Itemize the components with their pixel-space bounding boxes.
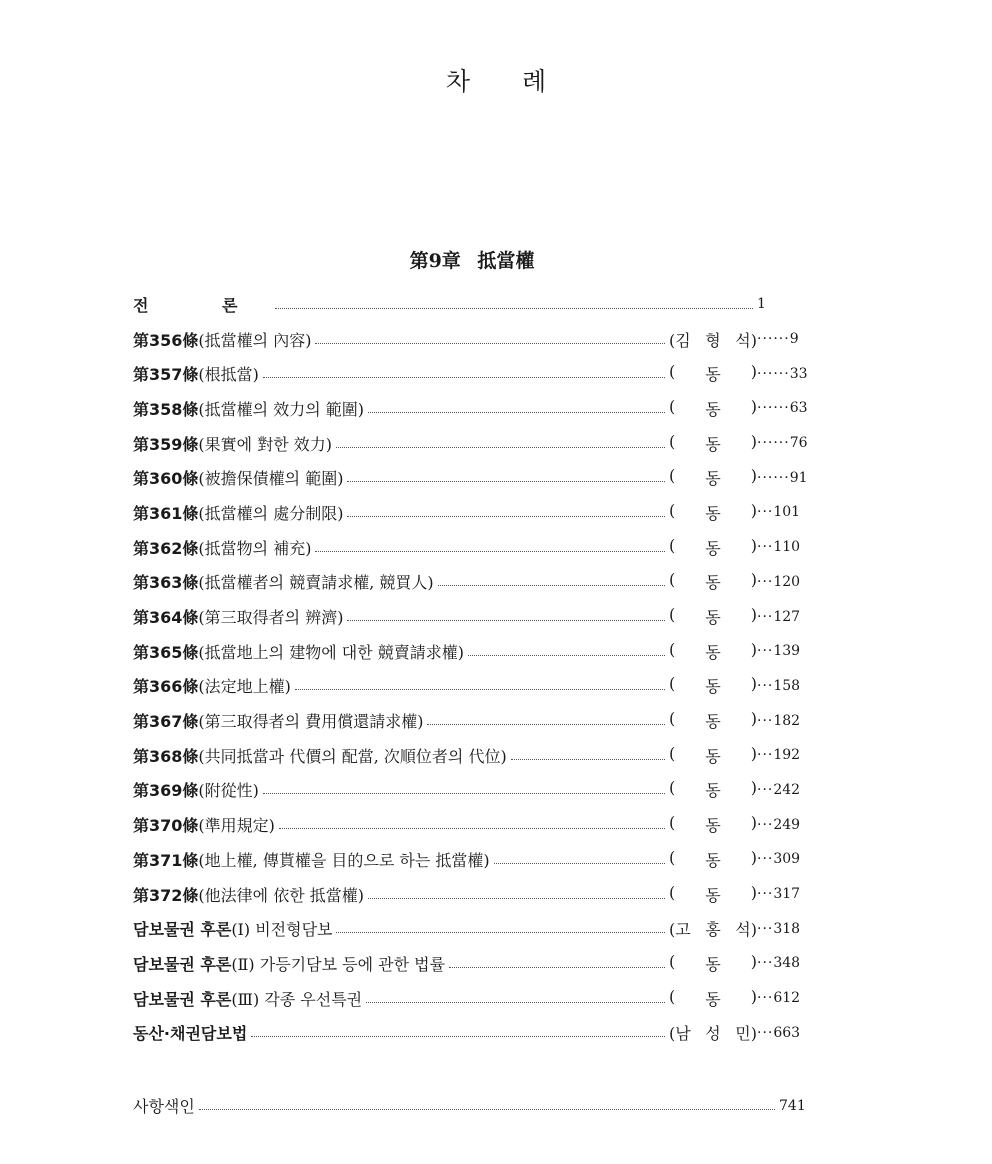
entry-page-number	[757, 435, 809, 451]
entry-label	[133, 744, 507, 767]
author-char: )	[750, 535, 757, 555]
page-number: 33	[789, 365, 808, 382]
entry-subtitle: (抵當權者의 競賣請求權, 競買人)	[198, 573, 434, 593]
toc-entry[interactable]	[133, 703, 809, 738]
author-char: 동	[705, 781, 721, 801]
author-char: (	[669, 500, 676, 520]
toc-entry[interactable]	[133, 599, 809, 634]
author-char: (	[669, 986, 676, 1006]
entry-page-number	[757, 990, 809, 1006]
entry-page-number	[757, 296, 809, 312]
author-char: (	[669, 535, 676, 555]
dot-leader	[366, 1002, 665, 1003]
page-number: 120	[773, 573, 801, 590]
author-char: 동	[705, 434, 721, 454]
entry-author	[669, 917, 757, 940]
entry-page-number	[757, 643, 809, 659]
entry-label	[133, 952, 445, 975]
toc-entry[interactable]	[133, 322, 809, 357]
entry-main: 第363條	[133, 573, 199, 593]
page-number: 249	[773, 816, 801, 833]
entry-main: 第356條	[133, 330, 199, 350]
entry-main: 第357條	[133, 365, 199, 385]
toc-entry[interactable]	[133, 669, 809, 704]
toc-entry[interactable]	[133, 530, 809, 565]
page-leader-dots: ···	[757, 573, 774, 590]
author-char: )	[750, 709, 757, 729]
entry-author	[669, 674, 757, 697]
entry-page-number	[757, 331, 809, 347]
author-char: )	[750, 813, 757, 833]
toc-entry[interactable]	[133, 426, 809, 461]
author-char: (김	[669, 330, 691, 350]
entry-page-number	[757, 366, 809, 382]
entry-page-number	[757, 713, 809, 729]
page-leader-dots: ······	[757, 400, 790, 417]
dot-leader	[368, 898, 665, 899]
entry-main: 第368條	[133, 746, 199, 766]
author-char: 동	[705, 469, 721, 489]
entry-subtitle: (Ⅱ) 가등기담보 등에 관한 법률	[231, 954, 446, 974]
entry-subtitle: (第三取得者의 費用償還請求權)	[198, 712, 424, 732]
toc-entry[interactable]	[133, 356, 809, 391]
author-char: 동	[705, 989, 721, 1009]
page-leader-dots: ···	[757, 851, 774, 868]
author-char: )	[750, 431, 757, 451]
entry-main: 第366條	[133, 677, 199, 697]
author-char: 동	[705, 538, 721, 558]
toc-entry[interactable]	[133, 877, 809, 912]
entry-page-number	[757, 782, 809, 798]
page-number: 91	[789, 469, 808, 486]
entry-page-number	[757, 539, 809, 555]
entry-main: 동산·채권담보법	[133, 1024, 248, 1044]
entry-page-number	[757, 470, 809, 486]
page-leader-dots: ···	[757, 955, 774, 972]
entry-page-number	[757, 817, 809, 833]
entry-author	[669, 397, 757, 420]
entry-main: 第358條	[133, 399, 199, 419]
entry-author	[669, 848, 757, 871]
entry-author	[669, 466, 757, 489]
entry-subtitle: (地上權, 傳貰權을 目的으로 하는 抵當權)	[198, 850, 490, 870]
author-char: (	[669, 639, 676, 659]
page-leader-dots: ···	[757, 920, 774, 937]
entry-label	[133, 987, 362, 1010]
author-char: )	[750, 605, 757, 625]
toc-entry[interactable]	[133, 1015, 809, 1050]
entry-subtitle: (準用規定)	[198, 816, 275, 836]
author-char: (	[669, 605, 676, 625]
entry-label	[133, 778, 259, 801]
entry-author	[669, 432, 757, 455]
entry-label	[133, 293, 271, 316]
toc-entry[interactable]	[133, 842, 809, 877]
entry-label	[133, 432, 332, 455]
dot-leader	[427, 724, 665, 725]
author-char: (	[669, 362, 676, 382]
author-char: 석)	[735, 920, 757, 940]
author-char: )	[750, 847, 757, 867]
toc-entry[interactable]	[133, 946, 809, 981]
page-number: 158	[773, 677, 801, 694]
page-number: 242	[773, 781, 801, 798]
index-page-number: 741	[779, 1097, 806, 1114]
author-char: )	[750, 466, 757, 486]
toc-entry[interactable]	[133, 911, 809, 946]
entry-main: 담보물권 후론	[133, 920, 232, 940]
toc-entry[interactable]	[133, 495, 809, 530]
dot-leader	[368, 412, 665, 413]
toc-entry[interactable]	[133, 981, 809, 1016]
page-leader-dots: ···	[757, 816, 774, 833]
entry-author	[669, 362, 757, 385]
entry-author	[669, 709, 757, 732]
page-leader-dots: ···	[757, 886, 774, 903]
entry-author	[669, 570, 757, 593]
dot-leader	[295, 689, 665, 690]
author-char: )	[750, 778, 757, 798]
page-number: 9	[789, 331, 799, 348]
entry-page-number	[757, 921, 809, 937]
page-leader-dots: ···	[757, 712, 774, 729]
entry-label	[133, 536, 311, 559]
entry-subtitle: (抵當物의 補充)	[198, 538, 312, 558]
entry-subtitle: (抵當地上의 建物에 대한 競賣請求權)	[198, 642, 464, 662]
author-char: )	[750, 674, 757, 694]
page-leader-dots: ···	[757, 781, 774, 798]
toc-entry[interactable]	[133, 565, 809, 600]
author-char: (	[669, 396, 676, 416]
author-char: (	[669, 847, 676, 867]
entry-subtitle: (他法律에 依한 抵當權)	[198, 885, 364, 905]
page-leader-dots: ···	[757, 747, 774, 764]
page-leader-dots: ······	[757, 365, 790, 382]
author-char: 동	[705, 954, 721, 974]
page-leader-dots: ······	[757, 435, 790, 452]
page-number: 63	[789, 400, 808, 417]
entry-subtitle: (抵當權의 處分制限)	[198, 503, 344, 523]
entry-subtitle: (Ⅰ) 비전형담보	[231, 920, 333, 940]
entry-page-number	[757, 886, 809, 902]
entry-label	[133, 466, 343, 489]
author-char: 동	[705, 677, 721, 697]
entry-main: 第371條	[133, 850, 199, 870]
page-leader-dots: ···	[757, 608, 774, 625]
chapter-title	[0, 246, 944, 273]
page-number: 1	[757, 296, 766, 313]
toc-entry[interactable]	[133, 738, 809, 773]
entry-main: 第360條	[133, 469, 199, 489]
author-char: 동	[705, 503, 721, 523]
author-char: (	[669, 466, 676, 486]
dot-leader	[347, 620, 665, 621]
entry-author	[669, 536, 757, 559]
toc-entry[interactable]	[133, 460, 809, 495]
page-leader-dots: ···	[757, 643, 774, 660]
entry-label	[133, 501, 343, 524]
page-number: 139	[773, 643, 801, 660]
entry-main: 第361條	[133, 503, 199, 523]
entry-subtitle: (被擔保債權의 範圍)	[198, 469, 344, 489]
author-char: (남	[669, 1024, 691, 1044]
author-char: (	[669, 431, 676, 451]
entry-author	[669, 501, 757, 524]
dot-leader	[468, 655, 665, 656]
author-char: 형	[705, 330, 721, 350]
entry-page-number	[757, 504, 809, 520]
dot-leader	[263, 793, 665, 794]
dot-leader	[251, 1036, 665, 1037]
entry-subtitle: (抵當權의 效力의 範圍)	[198, 399, 364, 419]
entry-author	[669, 778, 757, 801]
page-number: 110	[773, 539, 801, 556]
author-char: (	[669, 674, 676, 694]
author-char: (	[669, 743, 676, 763]
page-leader-dots: ······	[757, 331, 790, 348]
dot-leader	[263, 377, 665, 378]
page-number: 127	[773, 608, 801, 625]
page-number: 348	[773, 955, 801, 972]
entry-author	[669, 605, 757, 628]
author-char: 석)	[735, 330, 757, 350]
entry-author	[669, 952, 757, 975]
toc-entry[interactable]	[133, 391, 809, 426]
page-leader-dots: ······	[757, 469, 790, 486]
author-char: (	[669, 882, 676, 902]
entry-author	[669, 328, 757, 351]
page-number: 663	[773, 1024, 801, 1041]
author-char: )	[750, 743, 757, 763]
entry-label	[133, 362, 259, 385]
entry-main: 第372條	[133, 885, 199, 905]
author-char: )	[750, 639, 757, 659]
author-char: (	[669, 778, 676, 798]
toc-entry[interactable]	[133, 634, 809, 669]
entry-subtitle: (共同抵當과 代價의 配當, 次順位者의 代位)	[198, 746, 507, 766]
entry-label	[133, 709, 423, 732]
author-char: 동	[705, 850, 721, 870]
entry-main: 第362條	[133, 538, 199, 558]
author-char: )	[750, 362, 757, 382]
author-char: 동	[705, 642, 721, 662]
entry-label	[133, 570, 434, 593]
entry-page-number	[757, 609, 809, 625]
dot-leader	[449, 967, 665, 968]
author-char: 동	[705, 608, 721, 628]
entry-page-number	[757, 400, 809, 416]
dot-leader	[336, 447, 665, 448]
page-leader-dots: ···	[757, 539, 774, 556]
page-number: 76	[789, 435, 808, 452]
toc-entry[interactable]	[133, 773, 809, 808]
entry-subtitle: (第三取得者의 辨濟)	[198, 608, 344, 628]
entry-subtitle: (Ⅲ) 각종 우선특권	[231, 989, 363, 1009]
page-number: 317	[773, 886, 801, 903]
entry-subtitle: (抵當權의 內容)	[198, 330, 312, 350]
author-char: (	[669, 570, 676, 590]
entry-label	[133, 397, 364, 420]
entry-main: 第359條	[133, 434, 199, 454]
page-title: 차 례	[445, 67, 569, 96]
author-char: (	[669, 709, 676, 729]
entry-author	[669, 883, 757, 906]
author-char: )	[750, 882, 757, 902]
author-char: (	[669, 951, 676, 971]
page-leader-dots: ···	[757, 504, 774, 521]
entry-page-number	[757, 678, 809, 694]
dot-leader	[275, 308, 753, 309]
chapter-number: 第9章	[409, 250, 461, 272]
entry-label	[133, 328, 311, 351]
author-char: 동	[705, 573, 721, 593]
entry-author	[669, 1021, 757, 1044]
entry-author	[669, 987, 757, 1010]
entry-label	[133, 1021, 247, 1044]
page-leader-dots: ···	[757, 677, 774, 694]
dot-leader	[336, 932, 665, 933]
index-label: 사항색인	[133, 1097, 195, 1116]
toc-entry[interactable]	[133, 287, 809, 322]
entry-page-number	[757, 955, 809, 971]
entry-main: 담보물권 후론	[133, 989, 232, 1009]
entry-label	[133, 917, 332, 940]
author-char: )	[750, 570, 757, 590]
page-leader-dots: ···	[757, 990, 774, 1007]
entry-main: 第365條	[133, 642, 199, 662]
entry-main: 第367條	[133, 712, 199, 732]
author-char: )	[750, 986, 757, 1006]
table-of-contents	[133, 287, 809, 1050]
entry-page-number	[757, 1025, 809, 1041]
entry-label	[133, 605, 343, 628]
entry-author	[669, 744, 757, 767]
page-number: 101	[773, 504, 801, 521]
dot-leader	[199, 1109, 775, 1110]
dot-leader	[511, 759, 665, 760]
entry-page-number	[757, 747, 809, 763]
author-char: 동	[705, 746, 721, 766]
author-char: 민)	[735, 1024, 757, 1044]
entry-page-number	[757, 851, 809, 867]
author-char: 성	[705, 1024, 721, 1044]
entry-author	[669, 640, 757, 663]
page-number: 309	[773, 851, 801, 868]
dot-leader	[347, 516, 665, 517]
entry-main: 第369條	[133, 781, 199, 801]
page-number: 182	[773, 712, 801, 729]
entry-subtitle: (法定地上權)	[198, 677, 291, 697]
author-char: 동	[705, 885, 721, 905]
entry-author	[669, 813, 757, 836]
page-number: 192	[773, 747, 801, 764]
entry-main: 담보물권 후론	[133, 954, 232, 974]
entry-subtitle: (附從性)	[198, 781, 259, 801]
chapter-name: 抵當權	[477, 250, 535, 272]
author-char: 동	[705, 365, 721, 385]
entry-label	[133, 883, 364, 906]
author-char: (고	[669, 920, 691, 940]
author-char: 동	[705, 816, 721, 836]
entry-page-number	[757, 574, 809, 590]
entry-subtitle: (果實에 對한 效力)	[198, 434, 332, 454]
author-char: )	[750, 396, 757, 416]
page-number: 318	[773, 920, 801, 937]
author-char: (	[669, 813, 676, 833]
dot-leader	[438, 585, 665, 586]
author-char: )	[750, 951, 757, 971]
page-number: 612	[773, 990, 801, 1007]
dot-leader	[315, 343, 665, 344]
author-char: 동	[705, 399, 721, 419]
dot-leader	[347, 481, 665, 482]
index-entry[interactable]	[133, 1094, 809, 1117]
dot-leader	[494, 863, 665, 864]
entry-subtitle: (根抵當)	[198, 365, 259, 385]
entry-main: 第364條	[133, 608, 199, 628]
toc-entry[interactable]	[133, 807, 809, 842]
page-leader-dots: ···	[757, 1024, 774, 1041]
entry-main: 第370條	[133, 816, 199, 836]
entry-label	[133, 813, 275, 836]
dot-leader	[315, 551, 665, 552]
author-char: )	[750, 500, 757, 520]
entry-label	[133, 640, 464, 663]
author-char: 동	[705, 712, 721, 732]
entry-main: 전 론	[133, 295, 272, 315]
entry-label	[133, 848, 490, 871]
dot-leader	[279, 828, 665, 829]
entry-label	[133, 674, 291, 697]
author-char: 홍	[705, 920, 721, 940]
